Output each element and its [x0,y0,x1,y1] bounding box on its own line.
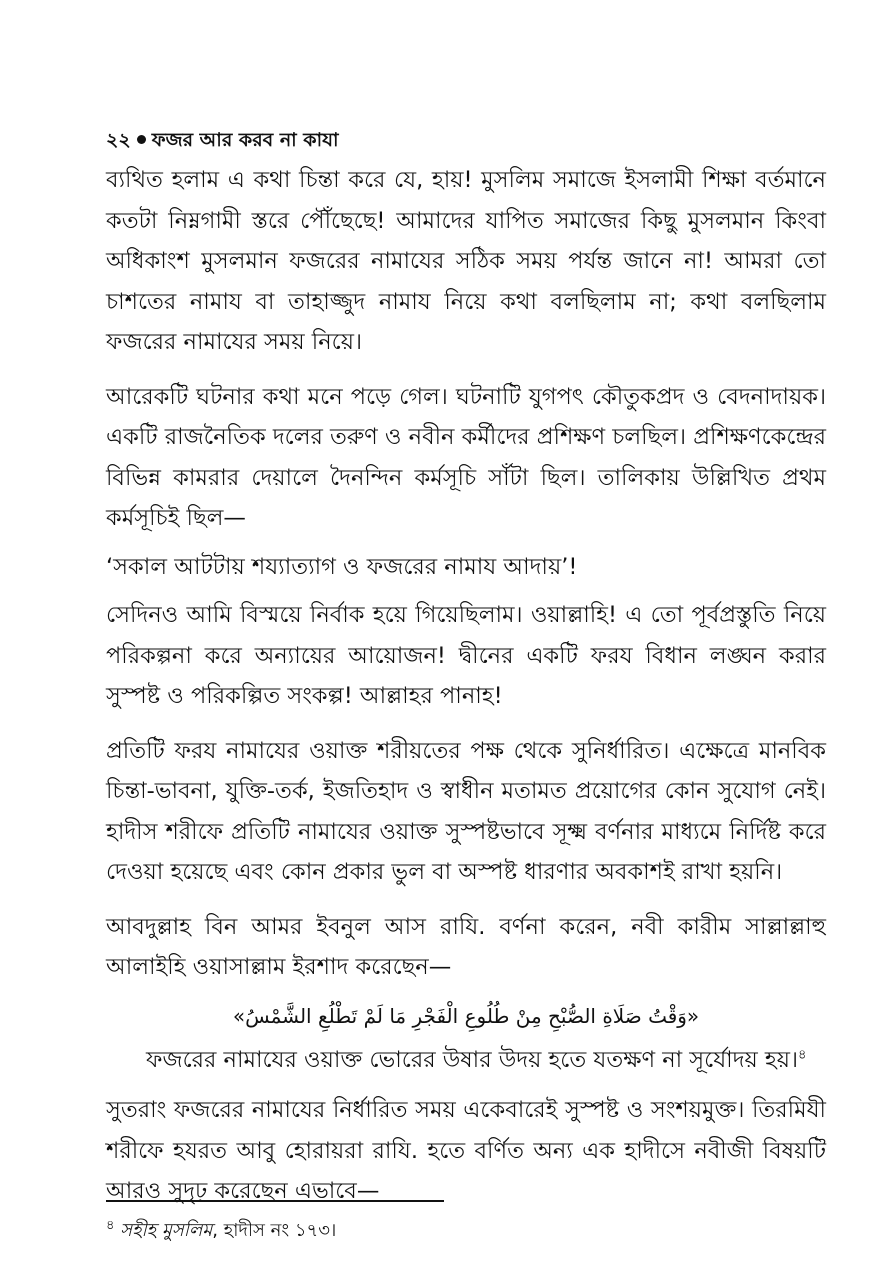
bullet-icon [137,135,146,144]
paragraph: সেদিনও আমি বিস্ময়ে নির্বাক হয়ে গিয়েছিলাম। ওয়াল্লাহি! এ তো পূর্বপ্রস্তুতি নিয়ে পরিকল্পনা করে অন্যায়ের আয়োজন! দ্বীনের একটি ফরয বিধান লঙ্ঘন করার সুস্পষ্ট ও পরিকল্পিত সংকল্প! আল্লাহর পানাহ! [106,602,826,709]
footnote-detail: , হাদীস নং ১৭৩। [212,1220,337,1241]
paragraph: প্রতিটি ফরয নামাযের ওয়াক্ত শরীয়তের পক্ষ থেকে সুনির্ধারিত। এক্ষেত্রে মানবিক চিন্তা-ভাবনা, যুক্তি-তর্ক, ইজতিহাদ ও স্বাধীন মতামত প্রয়োগের কোন সুযোগ নেই। হাদীস শরীফে প্রতিটি নামাযের ওয়াক্ত সুস্পষ্টভাবে সূক্ষ্ম বর্ণনার মাধ্যমে নির্দিষ্ট করে দেওয়া হয়েছে এবং কোন প্রকার ভুল বা অস্পষ্ট ধারণার অবকাশই রাখা হয়নি। [106,737,826,885]
footnote-divider [106,1200,444,1202]
paragraph: ব্যথিত হলাম এ কথা চিন্তা করে যে, হায়! মুসলিম সমাজে ইসলামী শিক্ষা বর্তমানে কতটা নিম্নগামী স্তরে পৌঁছেছে! আমাদের যাপিত সমাজের কিছু মুসলমান কিংবা অধিকাংশ মুসলমান ফজরের নামাযের সঠিক সময় পর্যন্ত জানে না! আমরা তো চাশতের নামায বা তাহাজ্জুদ নামায নিয়ে কথা বলছিলাম না; কথা বলছিলাম ফজরের নামাযের সময় নিয়ে। [106,167,826,355]
hadith-translation [146,1040,826,1081]
paragraph: আরেকটি ঘটনার কথা মনে পড়ে গেল। ঘটনাটি যুগপৎ কৌতুকপ্রদ ও বেদনাদায়ক। একটি রাজনৈতিক দলের তরুণ ও নবীন কর্মীদের প্রশিক্ষণ চলছিল। প্রশিক্ষণকেন্দ্রের বিভিন্ন কামরার দেয়ালে দৈনন্দিন কর্মসূচি সাঁটা ছিল। তালিকায় উল্লিখিত প্রথম কর্মসূচিই ছিল— [106,383,826,531]
running-header [106,126,339,158]
translation-text: ফজরের নামাযের ওয়াক্ত ভোরের উষার উদয় হতে যতক্ষণ না সূর্যোদয় হয়। [146,1046,799,1073]
body-text [106,160,826,1226]
footnote [106,1216,336,1247]
footnote-marker: ৪ [106,1218,115,1233]
quoted-schedule: ‘সকাল আটটায় শয্যাত্যাগ ও ফজরের নামায আদায়’! [106,553,578,580]
paragraph: আবদুল্লাহ বিন আমর ইবনুল আস রাযি. বর্ণনা করেন, নবী কারীম সাল্লাল্লাহু আলাইহি ওয়াসাল্লাম ইরশাদ করেছেন— [106,913,826,980]
footnote-source: সহীহ মুসলিম [120,1220,213,1241]
paragraph: সুতরাং ফজরের নামাযের নির্ধারিত সময় একেবারেই সুস্পষ্ট ও সংশয়মুক্ত। তিরমিযী শরীফে হযরত আবু হোরায়রা রাযি. হতে বর্ণিত অন্য এক হাদীসে নবীজী বিষয়টি আরও সুদৃঢ় করেছেন এভাবে— [106,1097,826,1204]
arabic-hadith-quote: «وَقْتُ صَلَاةِ الصُّبْحِ مِنْ طُلُوعِ الْفَجْرِ مَا لَمْ تَطْلُعِ الشَّمْسُ» [232,1003,700,1028]
page-number: ২২ [106,129,131,151]
footnote-reference: ৪ [798,1047,807,1062]
book-title: ফজর আর করব না কাযা [151,129,339,151]
